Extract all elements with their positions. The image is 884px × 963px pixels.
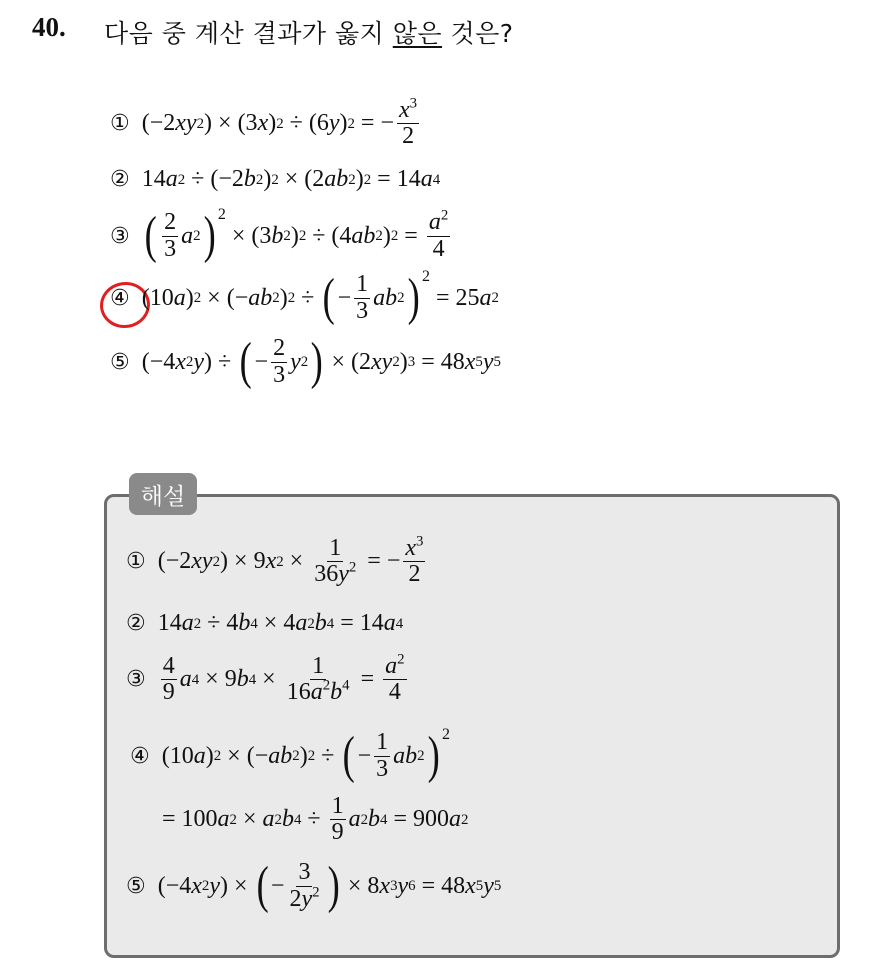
solution-line-1: ① (−2 xy 2 ) × 9 x 2 × $\frac{1}{36y^2}$ = − $\frac{x^3}{2}$ <box>126 533 424 588</box>
question-text <box>104 14 514 50</box>
option-1[interactable]: ① (−2 xy 2 ) × (3 x ) 2 ÷ (6 y ) 2 = − $\frac{x^3}{2}$ <box>110 95 418 150</box>
question-underlined-word: 않은 <box>392 19 443 48</box>
solution-line-2: ② 14 a 2 ÷ 4 b 4 × 4 a 2 b 4 = 14 a 4 <box>126 610 404 636</box>
solution-3-marker: ③ <box>126 667 146 693</box>
option-5[interactable]: ⑤ (−4 x 2 y ) ÷ ( − $\frac{2}{3}$ y 2 ) × (2 xy 2 ) 3 = 48 x 5 y 5 <box>110 333 501 390</box>
solution-line-4-cont: = 100 a 2 × a 2 b 4 ÷ $\frac{1}{9}$ a 2 b 4 = 900 a 2 <box>162 793 469 846</box>
solution-5-marker: ⑤ <box>126 873 146 899</box>
question-number: 40. <box>32 12 66 42</box>
solution-2-marker: ② <box>126 611 146 636</box>
option-1-marker: ① <box>110 111 130 137</box>
option-4[interactable]: ④ (10 a ) 2 × (− ab 2 ) 2 ÷ ( − $\frac{1}{3}$ ab 2 ) 2 = 25 a 2 <box>110 268 499 326</box>
solution-line-5: ⑤ (−4 x 2 y ) × ( − $\frac{3}{2y^2}$ ) × 8 x 3 y 6 = 48 x 5 y 5 <box>126 857 502 914</box>
solution-1-marker: ① <box>126 549 146 575</box>
question-text-after: 것은? <box>442 19 514 48</box>
solution-4-marker: ④ <box>130 743 150 769</box>
option-3-marker: ③ <box>110 223 130 249</box>
question-text-before: 다음 중 계산 결과가 옳지 <box>104 19 393 48</box>
option-2-marker: ② <box>110 167 130 192</box>
option-4-marker: ④ <box>110 285 130 311</box>
solution-tag: 해설 <box>129 473 197 515</box>
solution-line-4: ④ (10 a ) 2 × (− ab 2 ) 2 ÷ ( − $\frac{1}{3}$ ab 2 ) 2 <box>130 726 450 784</box>
solution-line-3: ③ $\frac{4}{9}$ a 4 × 9 b 4 × $\frac{1}{16a^2b^4}$ = $\frac{a^2}{4}$ <box>126 651 405 706</box>
option-3[interactable]: ③ ( $\frac{2}{3}$ a 2 ) 2 × (3 b 2 ) 2 ÷ (4 ab 2 ) 2 = $\frac{a^2}{4}$ <box>110 206 449 264</box>
option-5-marker: ⑤ <box>110 349 130 375</box>
option-2[interactable]: ② 14 a 2 ÷ (−2 b 2 ) 2 × (2 ab 2 ) 2 = 14 a 4 <box>110 166 441 192</box>
